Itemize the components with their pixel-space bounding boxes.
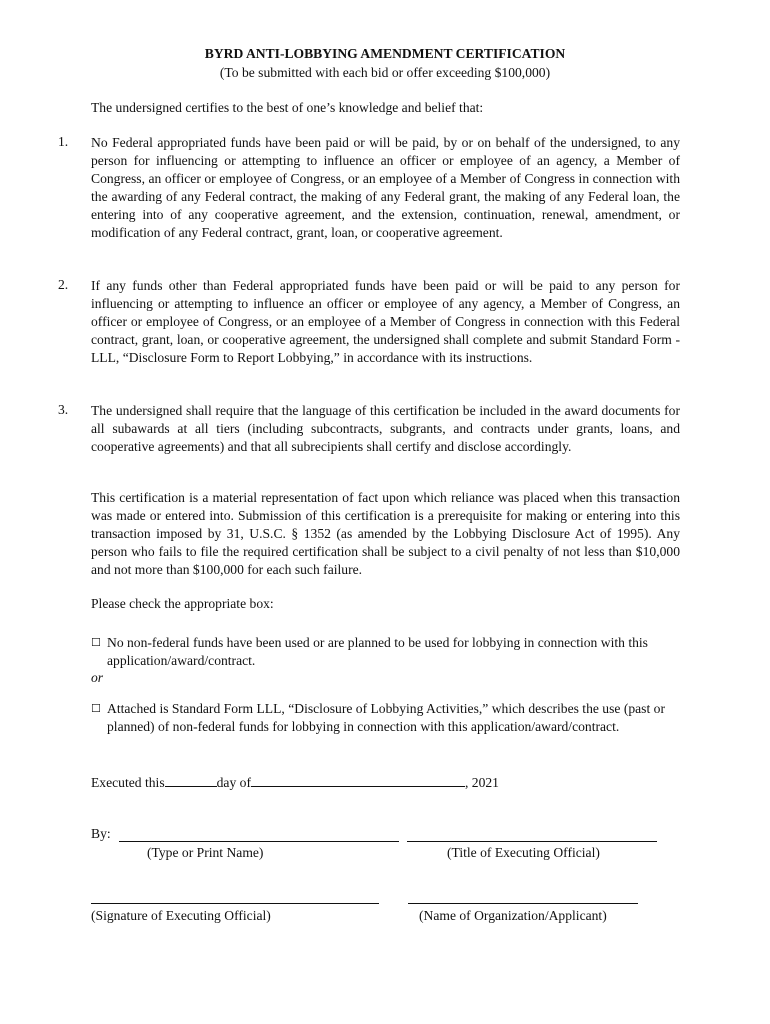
item-number-2: 2. [58, 277, 69, 292]
signature-line[interactable] [91, 903, 379, 904]
option-attached-form-lll: Attached is Standard Form LLL, “Disclosure of Lobbying Activities,” which describes the use (past or planned) of non-federal funds for lobbying in connection with this application/award/contract. [107, 701, 665, 735]
caption-print-name: (Type or Print Name) [147, 845, 264, 860]
check-prompt: Please check the appropriate box: [91, 596, 274, 611]
intro-statement: The undersigned certifies to the best of one’s knowledge and belief that: [91, 100, 484, 115]
checkbox-no-nonfederal-funds[interactable]: ☐ [91, 636, 101, 649]
caption-title: (Title of Executing Official) [447, 845, 600, 860]
item-number-1: 1. [58, 134, 69, 149]
item-number-3: 3. [58, 402, 69, 417]
day-blank[interactable] [165, 773, 217, 787]
caption-signature: (Signature of Executing Official) [91, 908, 271, 923]
print-name-line[interactable] [119, 841, 399, 842]
document-title: BYRD ANTI-LOBBYING AMENDMENT CERTIFICATION [204, 46, 566, 61]
item-text-1: No Federal appropriated funds have been paid or will be paid, by or on behalf of the undersigned, to any person for influencing or attempting to influence an officer or employee of an agency, a Member of Congress, an officer or employee of Congress, or an employee of a Member of Congress in connection with the awarding of any Federal contract, the making of any Federal grant, the making of any Federal loan, the entering into of any cooperative agreement, and the extension, continuation, renewal, amendment, or modification of any Federal contract, grant, loan, or cooperative agreement. [91, 135, 680, 241]
checkbox-attached-form-lll[interactable]: ☐ [91, 702, 101, 715]
executed-prefix: Executed this [91, 775, 165, 790]
item-text-3: The undersigned shall require that the language of this certification be included in the award documents for all subawards at all tiers (including subcontracts, subgrants, and contracts under grants, loans, and cooperative agreements) and that all subrecipients shall certify and disclose accordingly. [91, 403, 680, 455]
option-no-nonfederal-funds: No non-federal funds have been used or are planned to be used for lobbying in connection with this application/award/contract. [107, 635, 648, 669]
or-separator: or [91, 670, 104, 685]
title-line[interactable] [407, 841, 657, 842]
executed-middle: day of [216, 775, 251, 790]
caption-organization: (Name of Organization/Applicant) [419, 908, 607, 923]
executed-line [91, 773, 499, 792]
item-text-2: If any funds other than Federal appropriated funds have been paid or will be paid to any person for influencing or attempting to influence an officer or employee of any agency, a Member of Congress, an officer or employee of Congress, or an employee of a Member of Congress in connection with this Federal contract, grant, loan, or cooperative agreement, the undersigned shall complete and submit Standard Form - LLL, “Disclosure Form to Report Lobbying,” in accordance with its instructions. [91, 278, 680, 366]
document-subtitle: (To be submitted with each bid or offer exceeding $100,000) [219, 65, 551, 80]
organization-line[interactable] [408, 903, 638, 904]
material-statement: This certification is a material representation of fact upon which reliance was placed when this transaction was made or entered into. Submission of this certification is a prerequisite for making or entering into this transaction imposed by 31, U.S.C. § 1352 (as amended by the Lobbying Disclosure Act of 1995). Any person who fails to file the required certification shall be subject to a civil penalty of not less than $10,000 and not more than $100,000 for each such failure. [91, 490, 680, 578]
by-label: By: [91, 826, 111, 841]
executed-suffix: , 2021 [464, 775, 499, 790]
month-blank[interactable] [251, 773, 465, 787]
